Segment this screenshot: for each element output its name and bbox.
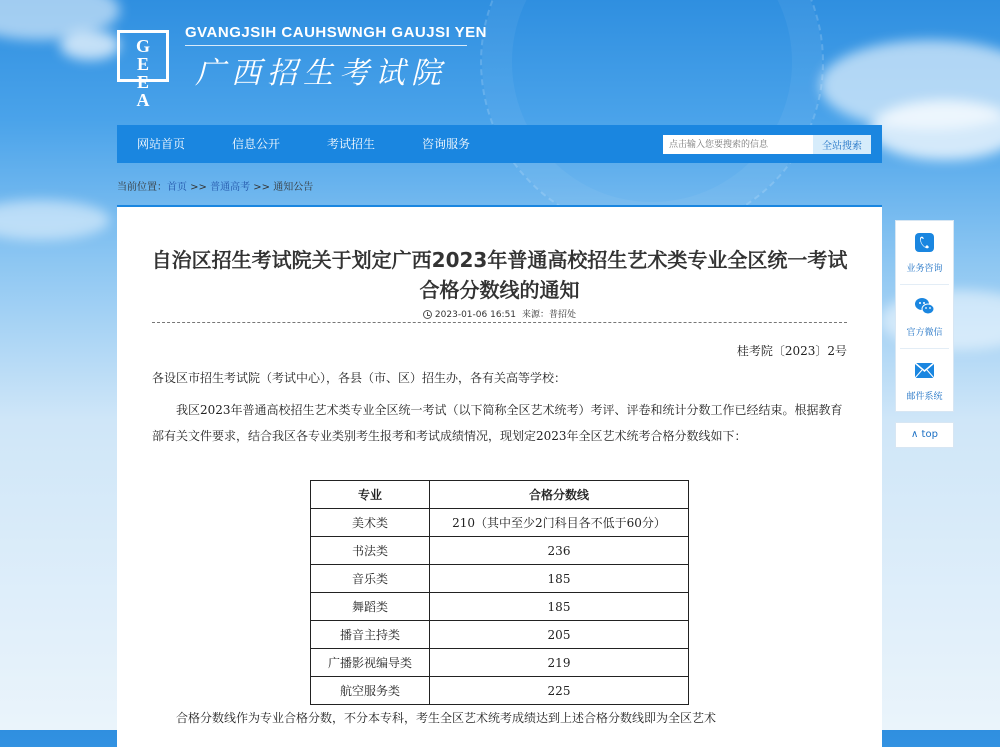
article-paragraph: 我区2023年普通高校招生艺术类专业全区统一考试（以下简称全区艺术统考）考评、评卷和统计分数工作已经结束。根据教育部有关文件要求，结合我区各专业类别考生报考和考试成绩情况，现划定2023年全区艺术统考合格分数线如下： bbox=[152, 403, 843, 443]
site-name-english: GVANGJSIH CAUHSWNGH GAUJSI YEN bbox=[185, 24, 487, 41]
table-cell: 205 bbox=[430, 621, 689, 649]
breadcrumb-section[interactable]: 普通高考 bbox=[210, 182, 251, 193]
back-to-top-button[interactable] bbox=[895, 422, 954, 448]
logo-letter: E bbox=[136, 54, 149, 74]
mail-label: 邮件系统 bbox=[906, 392, 943, 402]
table-row bbox=[311, 509, 689, 537]
breadcrumb-home[interactable]: 首页 bbox=[167, 182, 187, 193]
table-cell: 书法类 bbox=[311, 537, 430, 565]
article-panel bbox=[117, 205, 882, 747]
nav-item-info[interactable]: 信息公开 bbox=[232, 137, 281, 151]
wechat-link[interactable] bbox=[896, 285, 953, 347]
mail-link[interactable] bbox=[896, 349, 953, 411]
article-title: 自治区招生考试院关于划定广西2023年普通高校招生艺术类专业全区统一考试合格分数线的通知 bbox=[151, 248, 848, 302]
wechat-label: 官方微信 bbox=[906, 328, 943, 338]
document-number: 桂考院〔2023〕2号 bbox=[736, 344, 847, 358]
table-cell: 219 bbox=[430, 649, 689, 677]
article-date: 2023-01-06 16:51 bbox=[434, 310, 517, 320]
table-row bbox=[311, 649, 689, 677]
score-table bbox=[310, 480, 689, 705]
source-label: 来源： bbox=[522, 310, 550, 320]
salutation: 各设区市招生考试院（考试中心），各县（市、区）招生办，各有关高等学校： bbox=[152, 371, 567, 385]
clock-icon bbox=[423, 310, 432, 319]
article-source: 普招处 bbox=[549, 310, 577, 320]
logo-letter: G bbox=[135, 36, 150, 56]
nav-item-consult[interactable]: 咨询服务 bbox=[422, 137, 471, 151]
consult-link[interactable] bbox=[896, 221, 953, 283]
table-row bbox=[311, 537, 689, 565]
table-cell: 225 bbox=[430, 677, 689, 705]
consult-label: 业务咨询 bbox=[906, 264, 943, 274]
header-divider bbox=[185, 45, 467, 46]
back-to-top-label: top bbox=[921, 429, 938, 440]
article-meta bbox=[117, 307, 882, 320]
table-cell: 音乐类 bbox=[311, 565, 430, 593]
nav-item-home[interactable]: 网站首页 bbox=[137, 137, 186, 151]
site-logo[interactable] bbox=[117, 30, 169, 110]
table-cell: 舞蹈类 bbox=[311, 593, 430, 621]
table-row bbox=[311, 621, 689, 649]
table-cell: 185 bbox=[430, 593, 689, 621]
table-header: 专业 bbox=[311, 481, 430, 509]
phone-icon bbox=[914, 232, 935, 253]
table-cell: 航空服务类 bbox=[311, 677, 430, 705]
table-cell: 播音主持类 bbox=[311, 621, 430, 649]
nav-item-exams[interactable]: 考试招生 bbox=[327, 137, 376, 151]
table-header-row bbox=[311, 481, 689, 509]
table-cell: 210（其中至少2门科目各不低于60分） bbox=[430, 509, 689, 537]
main-nav bbox=[117, 125, 882, 163]
mail-icon bbox=[914, 360, 935, 381]
table-row bbox=[311, 677, 689, 705]
wechat-icon bbox=[914, 296, 935, 317]
chevron-up-icon: ∧ bbox=[911, 429, 922, 440]
site-name-chinese: 广西招生考试院 bbox=[195, 56, 447, 91]
table-row bbox=[311, 593, 689, 621]
table-cell: 广播影视编导类 bbox=[311, 649, 430, 677]
table-row bbox=[311, 565, 689, 593]
breadcrumb-separator: >> bbox=[187, 182, 211, 193]
breadcrumb-current: 通知公告 bbox=[273, 182, 314, 193]
breadcrumb bbox=[117, 178, 313, 193]
background-cloud bbox=[60, 30, 120, 60]
title-divider bbox=[152, 322, 847, 323]
search-button[interactable]: 全站搜索 bbox=[813, 135, 871, 154]
floating-sidebar bbox=[895, 220, 954, 412]
background-cloud bbox=[870, 100, 1000, 160]
breadcrumb-prefix: 当前位置： bbox=[117, 182, 167, 193]
table-cell: 236 bbox=[430, 537, 689, 565]
table-cell: 185 bbox=[430, 565, 689, 593]
breadcrumb-separator: >> bbox=[250, 182, 274, 193]
background-seal-pattern bbox=[480, 0, 824, 234]
article-paragraph: 合格分数线作为专业合格分数，不分本专科，考生全区艺术统考成绩达到上述合格分数线即为全区艺术 bbox=[176, 711, 717, 725]
logo-letter: A bbox=[136, 90, 150, 110]
table-header: 合格分数线 bbox=[430, 481, 689, 509]
logo-letter: E bbox=[136, 72, 149, 92]
background-cloud bbox=[0, 200, 110, 240]
table-cell: 美术类 bbox=[311, 509, 430, 537]
search-input[interactable] bbox=[663, 135, 813, 154]
